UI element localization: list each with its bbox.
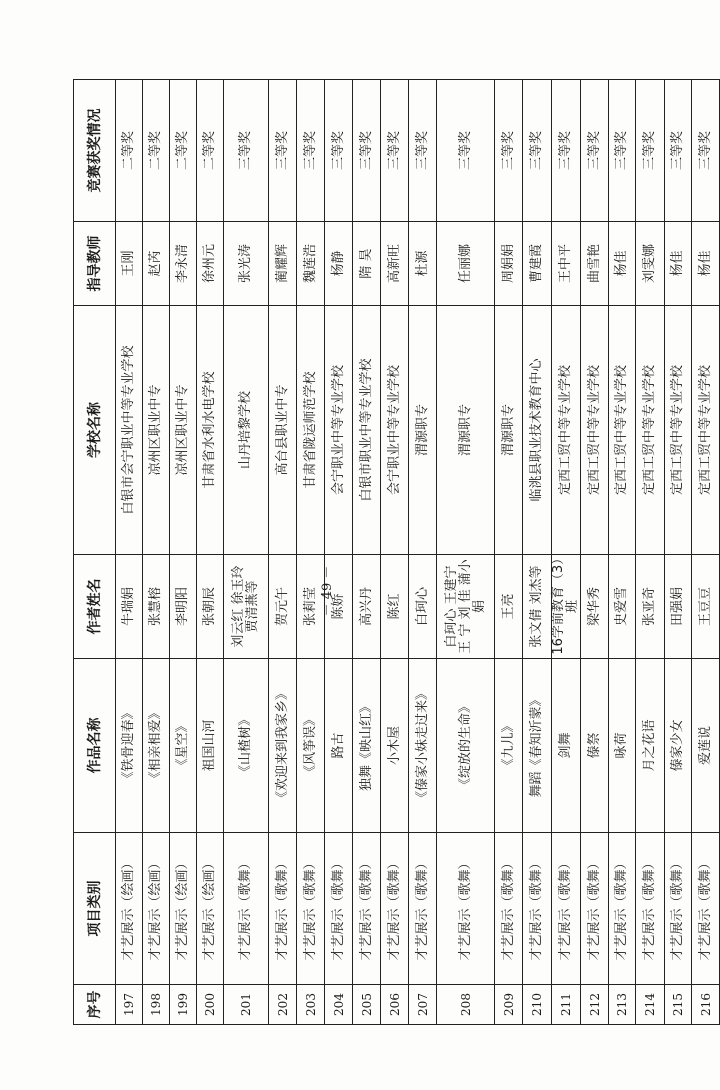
cell-award: 三等奖 — [297, 80, 325, 222]
cell-author: 16学前教育（3）班 — [552, 555, 581, 659]
table-row — [116, 80, 143, 1025]
cell-school: 渭源职专 — [409, 306, 437, 555]
cell-work: 傣祭 — [581, 659, 609, 833]
cell-award: 三等奖 — [325, 80, 353, 222]
cell-teacher: 赵芮 — [143, 222, 170, 306]
cell-work: 咏荷 — [609, 659, 636, 833]
table-row — [197, 80, 224, 1025]
cell-category: 才艺展示（绘画） — [170, 833, 197, 985]
cell-category: 才艺展示（歌舞） — [581, 833, 609, 985]
table-row — [665, 80, 692, 1025]
cell-school: 定西工贸中等专业学校 — [552, 306, 581, 555]
table-header-row — [74, 80, 116, 1025]
cell-school: 会宁职业中等专业学校 — [381, 306, 409, 555]
cell-school: 临洮县职业技术教育中心 — [523, 306, 552, 555]
cell-seq: 213 — [609, 985, 636, 1025]
cell-award: 三等奖 — [353, 80, 381, 222]
cell-seq: 216 — [692, 985, 720, 1025]
cell-seq: 203 — [297, 985, 325, 1025]
cell-school: 渭源职专 — [495, 306, 523, 555]
cell-category: 才艺展示（歌舞） — [609, 833, 636, 985]
cell-category: 才艺展示（歌舞） — [665, 833, 692, 985]
cell-author: 田强娟 — [665, 555, 692, 659]
cell-award: 二等奖 — [170, 80, 197, 222]
cell-school: 山丹培黎学校 — [224, 306, 269, 555]
table-row — [325, 80, 353, 1025]
table-row — [224, 80, 269, 1025]
cell-author: 白珂心 — [409, 555, 437, 659]
cell-category: 才艺展示（绘画） — [116, 833, 143, 985]
table-row — [581, 80, 609, 1025]
cell-seq: 205 — [353, 985, 381, 1025]
cell-category: 才艺展示（歌舞） — [495, 833, 523, 985]
cell-category: 才艺展示（歌舞） — [409, 833, 437, 985]
cell-work: 《星空》 — [170, 659, 197, 833]
cell-teacher: 杨佳 — [692, 222, 720, 306]
cell-work: 剑舞 — [552, 659, 581, 833]
cell-category: 才艺展示（绘画） — [197, 833, 224, 985]
table-row — [170, 80, 197, 1025]
cell-school: 甘肃省陇运师范学校 — [297, 306, 325, 555]
cell-teacher: 任丽娜 — [437, 222, 495, 306]
cell-category: 才艺展示（歌舞） — [381, 833, 409, 985]
cell-author: 王亮 — [495, 555, 523, 659]
cell-teacher: 曹建霞 — [523, 222, 552, 306]
cell-award: 三等奖 — [636, 80, 665, 222]
table-row — [297, 80, 325, 1025]
cell-award: 三等奖 — [409, 80, 437, 222]
cell-teacher: 蔺耀辉 — [269, 222, 297, 306]
cell-teacher: 杜源 — [409, 222, 437, 306]
table-row — [269, 80, 297, 1025]
cell-seq: 200 — [197, 985, 224, 1025]
cell-author: 张朝辰 — [197, 555, 224, 659]
table-row — [353, 80, 381, 1025]
cell-teacher: 杨佳 — [609, 222, 636, 306]
cell-school: 白银市会宁职业中等专业学校 — [116, 306, 143, 555]
cell-award: 三等奖 — [381, 80, 409, 222]
cell-category: 才艺展示（歌舞） — [523, 833, 552, 985]
header-seq: 序号 — [74, 985, 116, 1025]
cell-school: 定西工贸中等专业学校 — [636, 306, 665, 555]
cell-teacher: 魏莲浩 — [297, 222, 325, 306]
cell-seq: 202 — [269, 985, 297, 1025]
header-work: 作品名称 — [74, 659, 116, 833]
cell-author: 张莉莹 — [297, 555, 325, 659]
cell-school: 渭源职专 — [437, 306, 495, 555]
cell-seq: 208 — [437, 985, 495, 1025]
cell-seq: 211 — [552, 985, 581, 1025]
page-number-text: － 49 － — [320, 565, 335, 617]
cell-award: 三等奖 — [224, 80, 269, 222]
cell-author: 陈红 — [381, 555, 409, 659]
cell-seq: 212 — [581, 985, 609, 1025]
cell-seq: 206 — [381, 985, 409, 1025]
cell-seq: 197 — [116, 985, 143, 1025]
cell-work: 祖国山河 — [197, 659, 224, 833]
cell-school: 白银市职业中等专业学校 — [353, 306, 381, 555]
cell-seq: 199 — [170, 985, 197, 1025]
cell-work: 月之花语 — [636, 659, 665, 833]
cell-author: 高兴丹 — [353, 555, 381, 659]
table-row — [609, 80, 636, 1025]
cell-work: 爱莲说 — [692, 659, 720, 833]
table-row — [552, 80, 581, 1025]
cell-category: 才艺展示（歌舞） — [353, 833, 381, 985]
cell-work: 《欢迎来到我家乡》 — [269, 659, 297, 833]
cell-school: 定西工贸中等专业学校 — [665, 306, 692, 555]
cell-teacher: 曲雪艳 — [581, 222, 609, 306]
award-table — [73, 79, 720, 1025]
cell-work: 小木屋 — [381, 659, 409, 833]
cell-work: 《山楂树》 — [224, 659, 269, 833]
cell-award: 二等奖 — [116, 80, 143, 222]
cell-seq: 204 — [325, 985, 353, 1025]
cell-school: 甘肃省水利水电学校 — [197, 306, 224, 555]
cell-author: 刘云红 徐玉玲 贾清燕等 — [224, 555, 269, 659]
cell-category: 才艺展示（歌舞） — [692, 833, 720, 985]
cell-teacher: 杨佳 — [665, 222, 692, 306]
page-number — [318, 556, 338, 626]
cell-school: 高台县职业中专 — [269, 306, 297, 555]
cell-school: 定西工贸中等专业学校 — [692, 306, 720, 555]
table-row — [409, 80, 437, 1025]
award-table-container — [73, 80, 713, 1025]
cell-award: 三等奖 — [609, 80, 636, 222]
cell-author: 李明阳 — [170, 555, 197, 659]
cell-work: 舞蹈《春知沂蒙》 — [523, 659, 552, 833]
cell-work: 《九儿》 — [495, 659, 523, 833]
cell-teacher: 周娟娟 — [495, 222, 523, 306]
cell-award: 三等奖 — [581, 80, 609, 222]
cell-school: 凉州区职业中专 — [143, 306, 170, 555]
cell-category: 才艺展示（歌舞） — [325, 833, 353, 985]
cell-seq: 215 — [665, 985, 692, 1025]
cell-seq: 214 — [636, 985, 665, 1025]
cell-seq: 201 — [224, 985, 269, 1025]
cell-school: 定西工贸中等专业学校 — [609, 306, 636, 555]
cell-teacher: 杨静 — [325, 222, 353, 306]
cell-award: 三等奖 — [437, 80, 495, 222]
cell-school: 凉州区职业中专 — [170, 306, 197, 555]
cell-work: 《相亲相爱》 — [143, 659, 170, 833]
table-row — [692, 80, 720, 1025]
cell-author: 张文倩 刘杰等 — [523, 555, 552, 659]
cell-author: 史爱雪 — [609, 555, 636, 659]
cell-author: 白珂心 王建宁 王 宁 刘 佳 蒲小娟 — [437, 555, 495, 659]
cell-school: 会宁职业中等专业学校 — [325, 306, 353, 555]
cell-award: 三等奖 — [523, 80, 552, 222]
cell-category: 才艺展示（歌舞） — [552, 833, 581, 985]
header-award: 竞赛获奖情况 — [74, 80, 116, 222]
cell-teacher: 徐州元 — [197, 222, 224, 306]
cell-teacher: 刘雯娜 — [636, 222, 665, 306]
cell-seq: 198 — [143, 985, 170, 1025]
cell-category: 才艺展示（歌舞） — [269, 833, 297, 985]
cell-seq: 209 — [495, 985, 523, 1025]
cell-category: 才艺展示（绘画） — [143, 833, 170, 985]
cell-work: 《傣家小妹走过来》 — [409, 659, 437, 833]
table-row — [523, 80, 552, 1025]
cell-seq: 207 — [409, 985, 437, 1025]
cell-award: 三等奖 — [269, 80, 297, 222]
cell-author: 贺元午 — [269, 555, 297, 659]
header-teacher: 指导教师 — [74, 222, 116, 306]
cell-seq: 210 — [523, 985, 552, 1025]
cell-award: 二等奖 — [143, 80, 170, 222]
cell-teacher: 隋 昊 — [353, 222, 381, 306]
cell-work: 路古 — [325, 659, 353, 833]
header-author: 作者姓名 — [74, 555, 116, 659]
cell-teacher: 李永清 — [170, 222, 197, 306]
cell-work: 《铁骨迎春》 — [116, 659, 143, 833]
table-row — [143, 80, 170, 1025]
cell-author: 梁华秀 — [581, 555, 609, 659]
cell-award: 三等奖 — [495, 80, 523, 222]
cell-category: 才艺展示（歌舞） — [636, 833, 665, 985]
table-row — [636, 80, 665, 1025]
table-row — [381, 80, 409, 1025]
cell-category: 才艺展示（歌舞） — [297, 833, 325, 985]
header-school: 学校名称 — [74, 306, 116, 555]
cell-school: 定西工贸中等专业学校 — [581, 306, 609, 555]
cell-author: 牛瑞娟 — [116, 555, 143, 659]
cell-author: 王豆豆 — [692, 555, 720, 659]
cell-teacher: 王中平 — [552, 222, 581, 306]
header-category: 项目类别 — [74, 833, 116, 985]
cell-work: 《风筝误》 — [297, 659, 325, 833]
cell-award: 二等奖 — [197, 80, 224, 222]
cell-teacher: 高新旺 — [381, 222, 409, 306]
cell-teacher: 张光涛 — [224, 222, 269, 306]
cell-work: 《绽放的生命》 — [437, 659, 495, 833]
cell-work: 独舞《映山红》 — [353, 659, 381, 833]
table-row — [495, 80, 523, 1025]
cell-category: 才艺展示（歌舞） — [224, 833, 269, 985]
table-row — [437, 80, 495, 1025]
cell-teacher: 王刚 — [116, 222, 143, 306]
cell-author: 张亚奇 — [636, 555, 665, 659]
cell-author: 张慧榕 — [143, 555, 170, 659]
cell-award: 三等奖 — [692, 80, 720, 222]
cell-award: 三等奖 — [665, 80, 692, 222]
cell-author: 陈娇 — [325, 555, 353, 659]
cell-award: 三等奖 — [552, 80, 581, 222]
cell-category: 才艺展示（歌舞） — [437, 833, 495, 985]
cell-work: 傣家少女 — [665, 659, 692, 833]
